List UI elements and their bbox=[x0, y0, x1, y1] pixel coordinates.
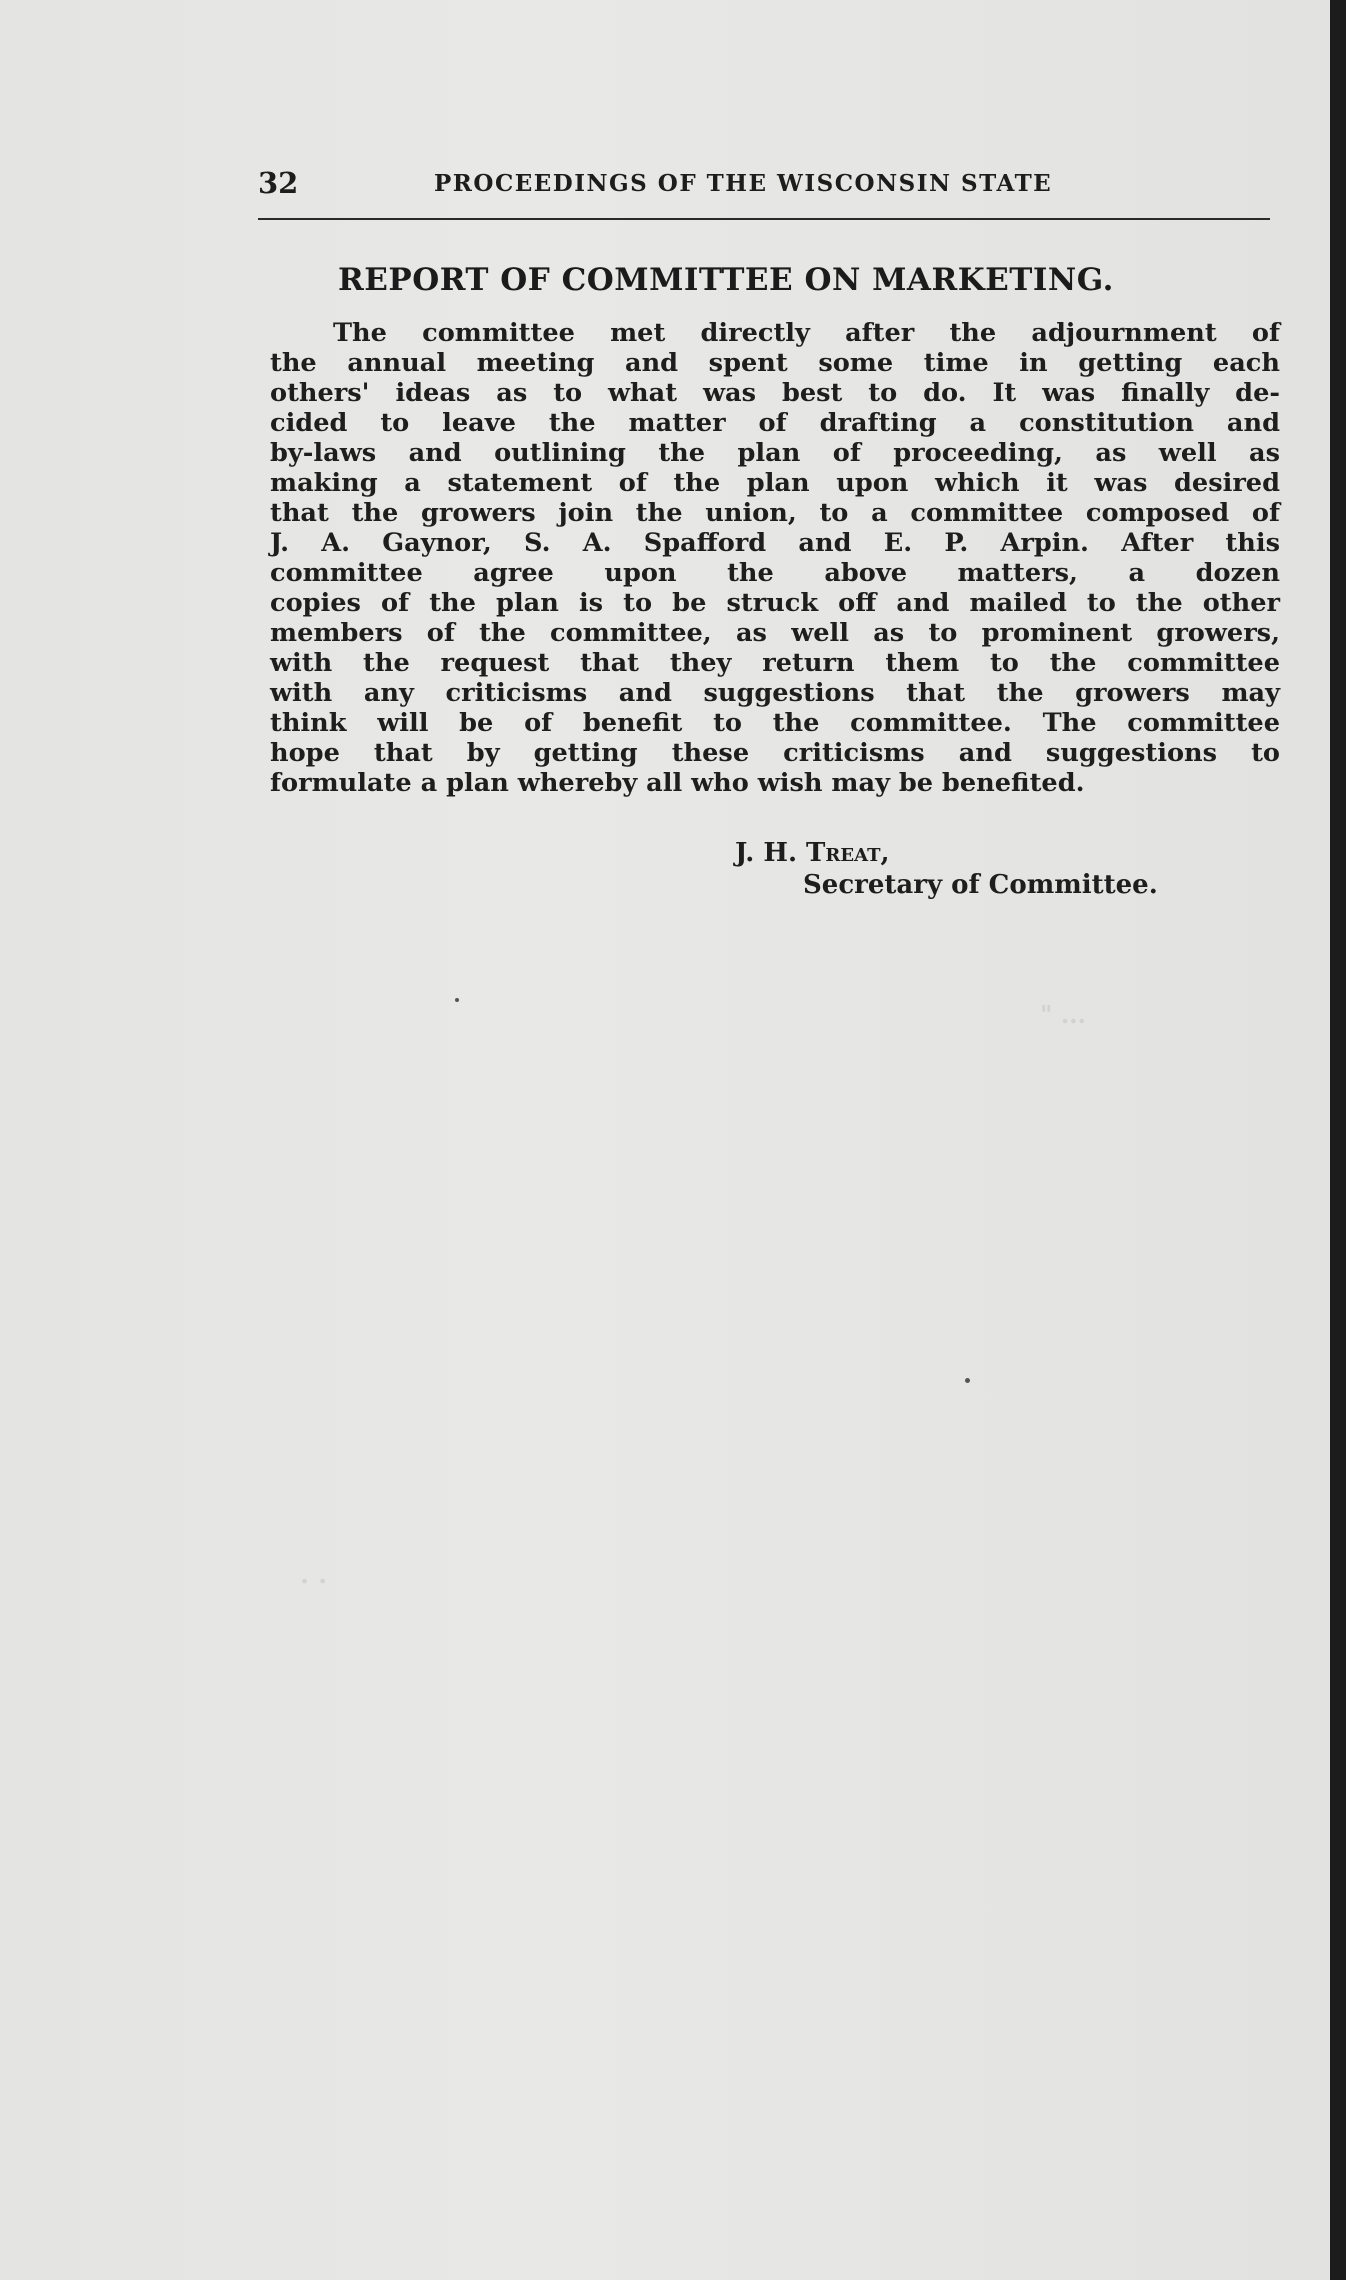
body-line: committee agree upon the above matters, a dozen bbox=[270, 558, 1280, 588]
page-header bbox=[258, 160, 1270, 216]
body-line: others' ideas as to what was best to do. It was finally de- bbox=[270, 378, 1280, 408]
body-line: the annual meeting and spent some time in getting each bbox=[270, 348, 1280, 378]
body-line: with any criticisms and suggestions that the growers may bbox=[270, 678, 1280, 708]
report-title: REPORT OF COMMITTEE ON MARKETING. bbox=[338, 262, 1114, 298]
body-line: that the growers join the union, to a committee composed of bbox=[270, 498, 1280, 528]
body-line: The committee met directly after the adjournment of bbox=[333, 318, 1280, 348]
signature-name: J. H. Treat, bbox=[735, 838, 890, 868]
body-line: think will be of benefit to the committee. The committee bbox=[270, 708, 1280, 738]
body-line: members of the committee, as well as to prominent growers, bbox=[270, 618, 1280, 648]
paper-speck bbox=[965, 1378, 970, 1383]
body-line: with the request that they return them to the committee bbox=[270, 648, 1280, 678]
page-number: 32 bbox=[258, 166, 299, 200]
body-line: cided to leave the matter of drafting a constitution and bbox=[270, 408, 1280, 438]
paper-speck bbox=[455, 998, 459, 1002]
report-body bbox=[270, 318, 1280, 798]
running-head: PROCEEDINGS OF THE WISCONSIN STATE bbox=[434, 170, 1053, 197]
body-line: by-laws and outlining the plan of proceeding, as well as bbox=[270, 438, 1280, 468]
body-line: copies of the plan is to be struck off and mailed to the other bbox=[270, 588, 1280, 618]
signature-title: Secretary of Committee. bbox=[803, 870, 1158, 900]
header-rule bbox=[258, 218, 1270, 220]
scan-edge bbox=[1330, 0, 1346, 2280]
document-page: " ... . . 32 PROCEEDINGS OF THE WISCONSIN STATE REPORT OF COMMITTEE ON MARKETING. The committee met directly after the adjournment of the annual meeting and spent some time in getting each others' ideas as to what was best to do. It was finally de- cided to leave the matter of drafting a constitution and by-laws and outlining the plan of proceeding, as well as making a statement of the plan upon which it was desired that the growers join the union, to a committee composed of J. A. Gaynor, S. A. Spafford and E. P. Arpin. After this committee agree upon the above matters, a dozen copies of the plan is to be struck off and mailed to the other members of the committee, as well as to prominent growers, with the request that they return them to the committee with any criticisms and suggestions that the growers may think will be of benefit to the committee. The committee hope that by getting these criticisms and suggestions to formulate a plan whereby all who wish may be benefited. J. H. Treat, Secretary of Committee. bbox=[0, 0, 1330, 2280]
body-line: J. A. Gaynor, S. A. Spafford and E. P. Arpin. After this bbox=[270, 528, 1280, 558]
body-line: formulate a plan whereby all who wish may be benefited. bbox=[270, 768, 1085, 798]
body-line: making a statement of the plan upon which it was desired bbox=[270, 468, 1280, 498]
body-line: hope that by getting these criticisms and suggestions to bbox=[270, 738, 1280, 768]
